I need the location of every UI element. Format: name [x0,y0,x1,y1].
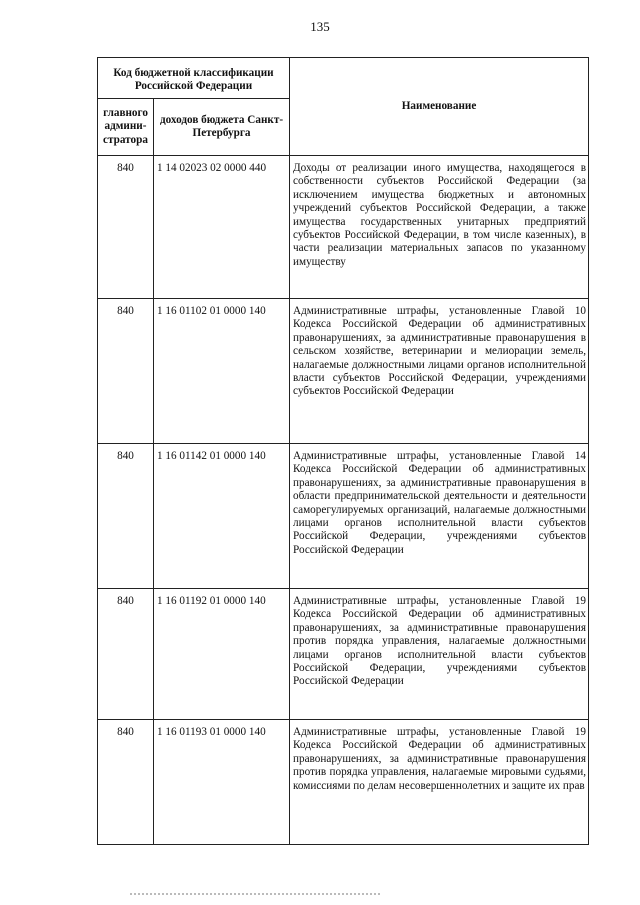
cell-revenue-code: 1 16 01102 01 0000 140 [154,299,290,444]
table-row [98,589,589,720]
cell-revenue-code: 1 16 01142 01 0000 140 [154,444,290,589]
cell-admin-code: 840 [98,589,154,720]
cell-name: Административные штрафы, установленные Главой 19 Кодекса Российской Федерации об административных правонарушениях, за административные правонарушения против порядка управления, налагаемые мировыми судьями, комиссиями по делам несовершеннолетних и защите их прав [290,720,589,845]
header-classification-code: Код бюджетной классификации Российской Федерации [98,58,290,99]
table-row [98,299,589,444]
page-number: 135 [310,19,330,34]
cell-revenue-code: 1 16 01192 01 0000 140 [154,589,290,720]
header-revenue: доходов бюджета Санкт-Петербурга [154,99,290,156]
cell-name: Административные штрафы, установленные Главой 19 Кодекса Российской Федерации об административных правонарушениях, за административные правонарушения против порядка управления, налагаемые должностными лицами органов исполнительной власти субъектов Российской Федерации, учреждениями субъектов Российской Федерации [290,589,589,720]
table-row [98,720,589,845]
cell-admin-code: 840 [98,444,154,589]
header-admin: главного админи-стратора [98,99,154,156]
cell-admin-code: 840 [98,299,154,444]
cell-admin-code: 840 [98,720,154,845]
cell-revenue-code: 1 14 02023 02 0000 440 [154,156,290,299]
cell-revenue-code: 1 16 01193 01 0000 140 [154,720,290,845]
scan-artifact [130,893,380,898]
budget-classification-table [97,57,589,845]
cell-name: Административные штрафы, установленные Главой 10 Кодекса Российской Федерации об административных правонарушениях, за административные правонарушения в сельском хозяйстве, ветеринарии и мелиорации земель, налагаемые должностными лицами органов исполнительной власти субъектов Российской Федерации, учреждениями субъектов Российской Федерации [290,299,589,444]
table-row [98,156,589,299]
cell-name: Доходы от реализации иного имущества, находящегося в собственности субъектов Российской Федерации (за исключением имущества бюджетных и автономных учреждений субъектов Российской Федерации, а также имущества государственных унитарных предприятий субъектов Российской Федерации, в том числе казенных), в части реализации материальных запасов по указанному имуществу [290,156,589,299]
cell-admin-code: 840 [98,156,154,299]
cell-name: Административные штрафы, установленные Главой 14 Кодекса Российской Федерации об административных правонарушениях, за административные правонарушения в области предпринимательской деятельности и деятельности саморегулируемых организаций, налагаемые должностными лицами органов исполнительной власти субъектов Российской Федерации, учреждениями субъектов Российской Федерации [290,444,589,589]
header-name: Наименование [290,58,589,156]
table-row [98,444,589,589]
